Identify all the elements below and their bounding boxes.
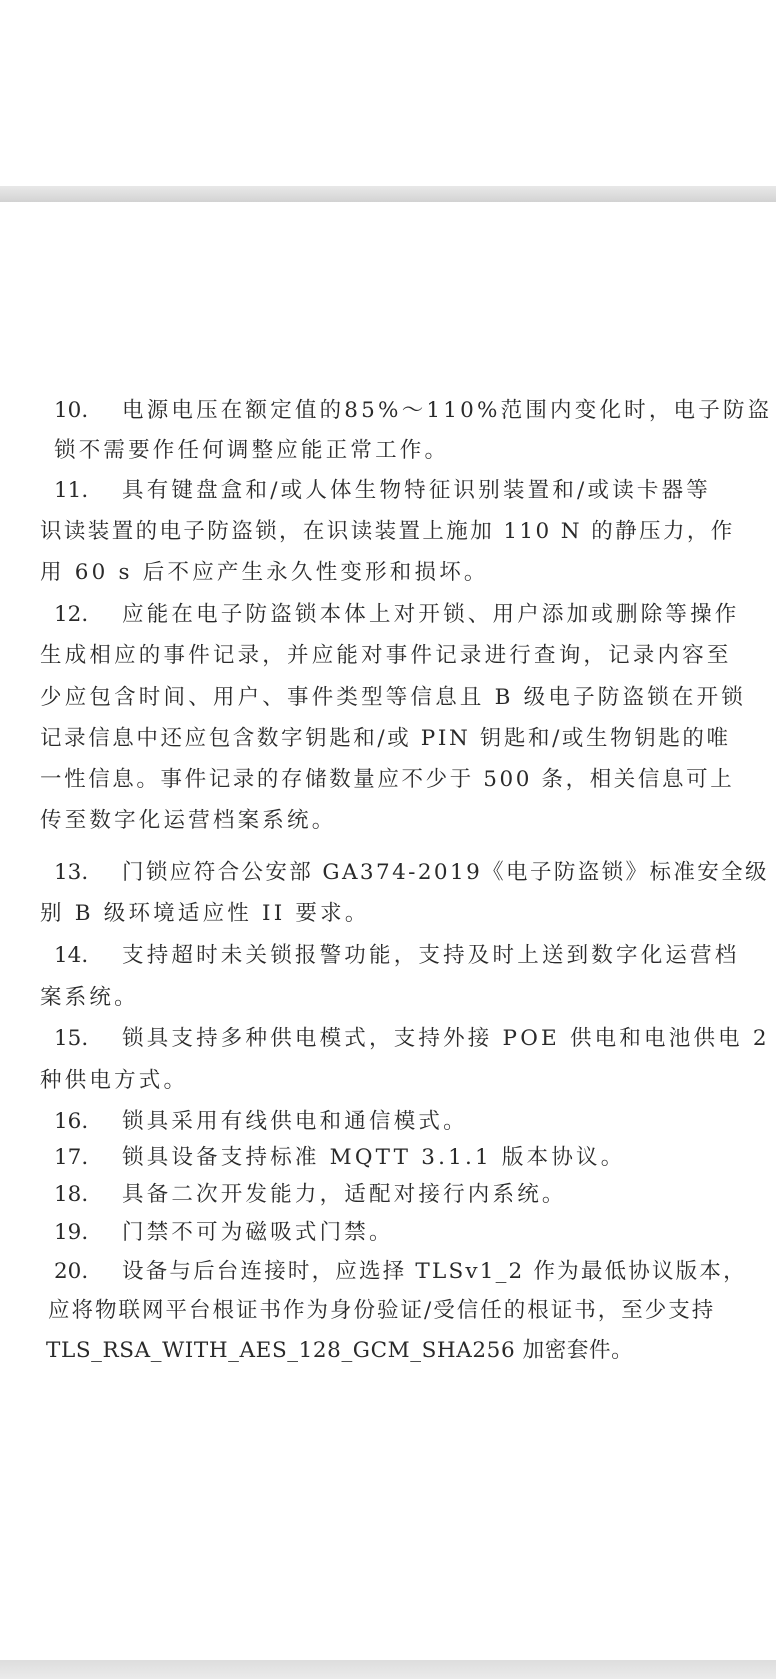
list-item-10 [54, 396, 772, 426]
item-text: 设备与后台连接时，应选择 TLSv1_2 作为最低协议版本， [122, 1259, 747, 1284]
item-text-continuation: 案系统。 [40, 985, 139, 1010]
item-text-continuation: 识读装置的电子防盗锁，在识读装置上施加 110 N 的静压力，作 [40, 519, 735, 544]
item-text: 支持超时未关锁报警功能，支持及时上送到数字化运营档 [122, 943, 740, 968]
item-number: 10. [54, 398, 89, 423]
item-number: 16. [54, 1109, 89, 1134]
list-item-16 [54, 1107, 468, 1137]
item-number: 11. [54, 478, 89, 503]
list-item-13 [54, 858, 769, 888]
list-item-15 [54, 1024, 770, 1054]
item-number: 13. [54, 860, 89, 885]
item-text-continuation: 别 B 级环境适应性 II 要求。 [40, 901, 370, 926]
item-text-continuation: 生成相应的事件记录，并应能对事件记录进行查询，记录内容至 [40, 643, 732, 668]
item-number: 19. [54, 1220, 89, 1245]
item-text: 应能在电子防盗锁本体上对开锁、用户添加或删除等操作 [122, 602, 740, 627]
item-text: 锁具支持多种供电模式，支持外接 POE 供电和电池供电 2 [122, 1026, 770, 1051]
item-text-continuation: 少应包含时间、用户、事件类型等信息且 B 级电子防盗锁在开锁 [40, 685, 746, 710]
item-text-continuation: 记录信息中还应包含数字钥匙和/或 PIN 钥匙和/或生物钥匙的唯 [40, 726, 731, 751]
top-divider-band [0, 186, 776, 202]
item-number: 14. [54, 943, 89, 968]
item-text: 具备二次开发能力，适配对接行内系统。 [122, 1182, 567, 1207]
item-text-continuation: 种供电方式。 [40, 1068, 189, 1093]
item-number: 17. [54, 1145, 89, 1170]
item-text-continuation: 一性信息。事件记录的存储数量应不少于 500 条，相关信息可上 [40, 767, 735, 792]
item-number: 15. [54, 1026, 89, 1051]
item-text-continuation: 传至数字化运营档案系统。 [40, 808, 337, 833]
item-number: 12. [54, 602, 89, 627]
list-item-20 [54, 1257, 747, 1287]
item-text: 门锁应符合公安部 GA374-2019《电子防盗锁》标准安全级 [122, 860, 769, 885]
list-item-18 [54, 1180, 567, 1210]
item-number: 20. [54, 1259, 89, 1284]
list-item-12 [54, 600, 740, 630]
item-text: 具有键盘盒和/或人体生物特征识别装置和/或读卡器等 [122, 478, 711, 503]
bottom-divider-band [0, 1660, 776, 1679]
item-text-continuation: TLS_RSA_WITH_AES_128_GCM_SHA256 加密套件。 [46, 1338, 634, 1363]
item-text-continuation: 用 60 s 后不应产生永久性变形和损坏。 [40, 560, 489, 585]
list-item-19 [54, 1218, 394, 1248]
item-text-continuation: 锁不需要作任何调整应能正常工作。 [54, 438, 450, 463]
list-item-11 [54, 476, 711, 506]
list-item-14 [54, 941, 740, 971]
item-text: 锁具设备支持标准 MQTT 3.1.1 版本协议。 [122, 1145, 626, 1170]
item-number: 18. [54, 1182, 89, 1207]
item-text: 门禁不可为磁吸式门禁。 [122, 1220, 394, 1245]
item-text: 锁具采用有线供电和通信模式。 [122, 1109, 468, 1134]
item-text: 电源电压在额定值的85%～110%范围内变化时，电子防盗 [122, 398, 773, 423]
list-item-17 [54, 1143, 625, 1173]
item-text-continuation: 应将物联网平台根证书作为身份验证/受信任的根证书，至少支持 [48, 1298, 716, 1323]
